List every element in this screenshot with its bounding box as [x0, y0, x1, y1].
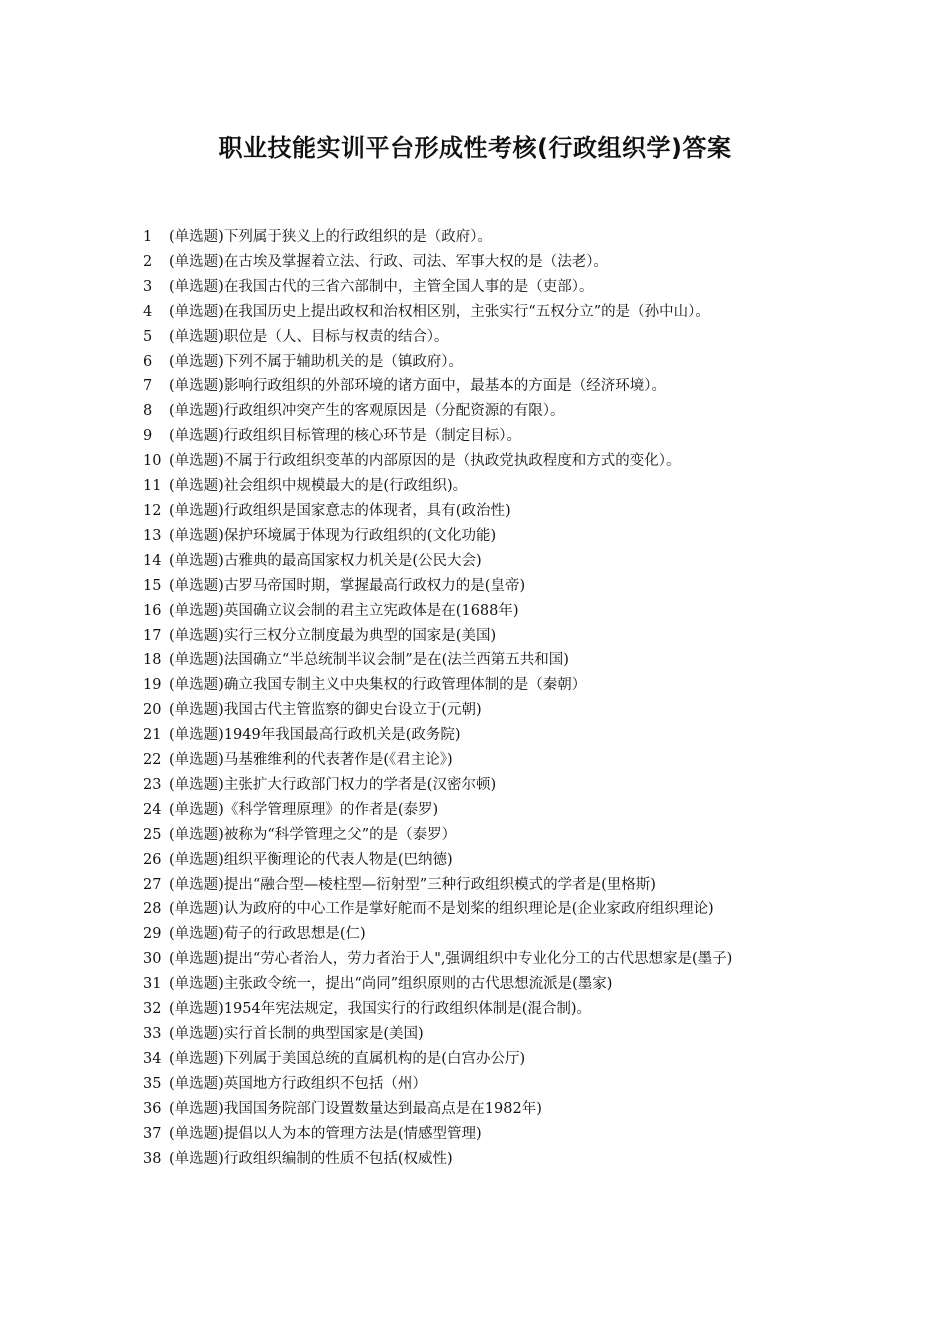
item-text: (单选题)在古埃及掌握着立法、行政、司法、军事大权的是（法老）。: [169, 253, 609, 270]
item-text: (单选题)职位是（人、目标与权责的结合）。: [169, 328, 449, 345]
item-text: (单选题)实行首长制的典型国家是(美国): [169, 1026, 424, 1042]
list-item: [143, 424, 833, 449]
list-item: [143, 624, 833, 649]
item-number: 17: [143, 627, 162, 644]
item-text: (单选题)主张扩大行政部门权力的学者是(汉密尔顿): [169, 776, 497, 793]
item-text: (单选题)我国古代主管监察的御史台设立于(元朝): [169, 702, 482, 719]
item-number: 26: [143, 851, 162, 868]
item-number: 3: [143, 278, 153, 295]
item-number: 18: [143, 652, 162, 669]
item-number: 5: [143, 328, 153, 345]
item-number: 13: [143, 527, 162, 544]
item-text: (单选题)行政组织是国家意志的体现者，具有(政治性): [169, 502, 511, 519]
item-text: (单选题)保护环境属于体现为行政组织的(文化功能): [169, 527, 497, 544]
list-item: [143, 350, 833, 375]
item-text: (单选题)被称为“科学管理之父”的是（泰罗）: [169, 826, 457, 843]
list-item: [143, 275, 833, 300]
list-item: [143, 723, 833, 748]
item-text: (单选题)英国地方行政组织不包括（州）: [169, 1075, 427, 1092]
list-item: [143, 1147, 833, 1172]
item-text: (单选题)法国确立“半总统制半议会制”是在(法兰西第五共和国): [169, 652, 569, 669]
list-item: [143, 599, 833, 624]
item-number: 23: [143, 776, 162, 793]
list-item: [143, 499, 833, 524]
item-text: (单选题)《科学管理原理》的作者是(泰罗): [169, 801, 439, 818]
item-number: 20: [143, 702, 162, 719]
item-text: (单选题)下列不属于辅助机关的是（镇政府）。: [169, 353, 464, 370]
list-item: [143, 225, 833, 250]
item-number: 19: [143, 677, 162, 694]
item-number: 12: [143, 502, 162, 519]
list-item: [143, 798, 833, 823]
item-text: (单选题)社会组织中规模最大的是(行政组织)。: [169, 478, 468, 495]
item-text: (单选题)提倡以人为本的管理方法是(情感型管理): [169, 1125, 482, 1142]
item-number: 31: [143, 976, 162, 993]
item-number: 33: [143, 1026, 162, 1042]
list-item: [143, 449, 833, 474]
item-text: (单选题)荀子的行政思想是(仁): [169, 926, 366, 943]
item-text: (单选题)提出“融合型—棱柱型—衍射型”三种行政组织模式的学者是(里格斯): [169, 876, 656, 893]
list-item: [143, 1097, 833, 1122]
item-text: (单选题)确立我国专制主义中央集权的行政管理体制的是（秦朝）: [169, 677, 587, 694]
list-item: [143, 972, 833, 997]
list-item: [143, 848, 833, 873]
item-number: 24: [143, 801, 162, 818]
item-number: 36: [143, 1100, 162, 1117]
item-number: 37: [143, 1125, 162, 1142]
item-number: 8: [143, 403, 153, 420]
item-text: (单选题)古罗马帝国时期，掌握最高行政权力的是(皇帝): [169, 577, 526, 594]
list-item: [143, 250, 833, 275]
item-text: (单选题)下列属于美国总统的直属机构的是(白宫办公厅): [169, 1050, 526, 1067]
item-number: 9: [143, 428, 153, 445]
list-item: [143, 748, 833, 773]
item-number: 11: [143, 478, 162, 495]
list-item: [143, 823, 833, 848]
item-text: (单选题)在我国古代的三省六部制中，主管全国人事的是（吏部）。: [169, 278, 594, 295]
list-item: [143, 997, 833, 1022]
item-number: 22: [143, 752, 162, 769]
list-item: [143, 673, 833, 698]
item-number: 35: [143, 1075, 162, 1092]
list-item: [143, 698, 833, 723]
list-item: [143, 474, 833, 499]
item-number: 2: [143, 253, 153, 270]
item-number: 32: [143, 1001, 162, 1018]
item-text: (单选题)马基雅维利的代表著作是(《君主论》): [169, 752, 453, 769]
item-text: (单选题)1949年我国最高行政机关是(政务院): [169, 727, 461, 744]
item-text: (单选题)在我国历史上提出政权和治权相区别，主张实行“五权分立”的是（孙中山）。: [169, 303, 710, 320]
item-text: (单选题)不属于行政组织变革的内部原因的是（执政党执政程度和方式的变化）。: [169, 453, 681, 470]
item-text: (单选题)影响行政组织的外部环境的诸方面中，最基本的方面是（经济环境）。: [169, 378, 667, 395]
item-number: 21: [143, 727, 162, 744]
item-text: (单选题)主张政令统一，提出“尚同”组织原则的古代思想流派是(墨家): [169, 976, 613, 993]
item-text: (单选题)行政组织冲突产生的客观原因是（分配资源的有限）。: [169, 403, 565, 420]
list-item: [143, 773, 833, 798]
item-number: 16: [143, 602, 162, 619]
item-text: (单选题)我国国务院部门设置数量达到最高点是在1982年): [169, 1100, 542, 1117]
item-number: 14: [143, 552, 162, 569]
list-item: [143, 325, 833, 350]
list-item: [143, 922, 833, 947]
list-item: [143, 374, 833, 399]
list-item: [143, 549, 833, 574]
list-item: [143, 1047, 833, 1072]
item-number: 7: [143, 378, 153, 395]
item-text: (单选题)行政组织编制的性质不包括(权威性): [169, 1150, 453, 1167]
item-number: 29: [143, 926, 162, 943]
item-text: (单选题)1954年宪法规定，我国实行的行政组织体制是(混合制)。: [169, 1001, 592, 1018]
list-item: [143, 300, 833, 325]
item-number: 27: [143, 876, 162, 893]
document-title: 职业技能实训平台形成性考核(行政组织学)答案: [218, 134, 732, 162]
list-item: [143, 1072, 833, 1097]
item-number: 4: [143, 303, 153, 320]
item-text: (单选题)组织平衡理论的代表人物是(巴纳德): [169, 851, 453, 868]
item-number: 34: [143, 1050, 162, 1067]
list-item: [143, 873, 833, 898]
list-item: [143, 947, 793, 972]
item-number: 6: [143, 353, 153, 370]
list-item: [143, 897, 793, 922]
item-text: (单选题)英国确立议会制的君主立宪政体是在(1688年): [169, 602, 519, 619]
item-text: (单选题)下列属于狭义上的行政组织的是（政府）。: [169, 229, 493, 245]
list-item: [143, 648, 833, 673]
question-list: [143, 225, 833, 1171]
item-text: (单选题)认为政府的中心工作是掌好舵而不是划桨的组织理论是(企业家政府组织理论): [169, 901, 714, 918]
item-text: (单选题)行政组织目标管理的核心环节是（制定目标）。: [169, 428, 522, 445]
item-number: 30: [143, 951, 162, 968]
list-item: [143, 524, 833, 549]
item-number: 15: [143, 577, 162, 594]
item-number: 1: [143, 229, 153, 245]
item-number: 28: [143, 901, 162, 918]
item-text: (单选题)实行三权分立制度最为典型的国家是(美国): [169, 627, 497, 644]
item-number: 25: [143, 826, 162, 843]
item-number: 38: [143, 1150, 162, 1167]
list-item: [143, 1022, 833, 1047]
list-item: [143, 1122, 833, 1147]
item-text: (单选题)古雅典的最高国家权力机关是(公民大会): [169, 552, 482, 569]
list-item: [143, 399, 833, 424]
item-number: 10: [143, 453, 162, 470]
item-text: (单选题)提出“劳心者治人，劳力者治于人",强调组织中专业化分工的古代思想家是(墨子): [169, 951, 733, 968]
list-item: [143, 574, 833, 599]
